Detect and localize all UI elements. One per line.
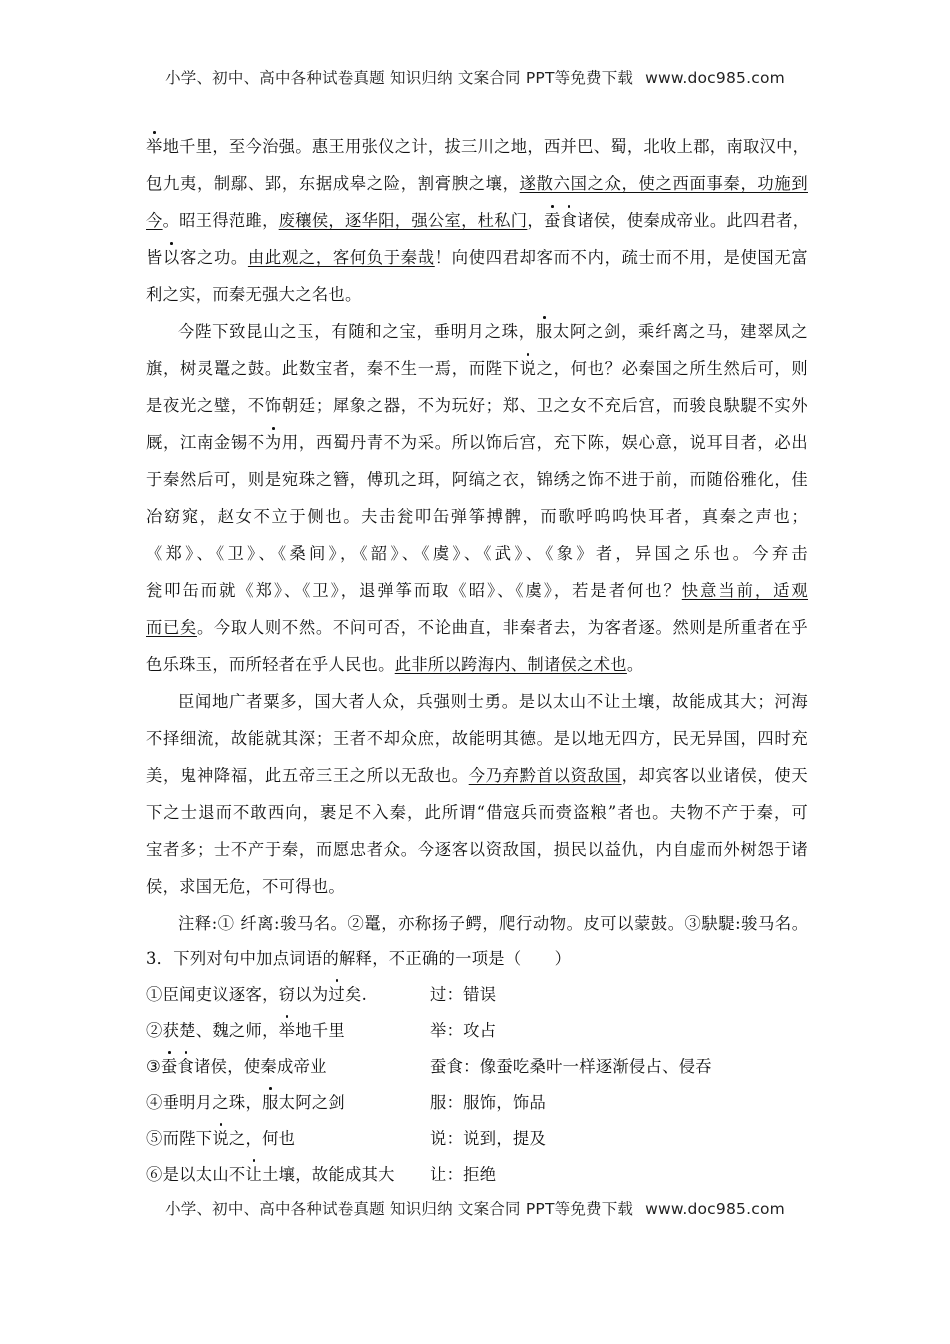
- item-explanation: 说：说到，提及: [430, 1129, 547, 1148]
- dotted-char: 食: [177, 1057, 195, 1076]
- item-explanation: 蚕食：像蚕吃桑叶一样逐渐侵占、侵吞: [430, 1057, 712, 1076]
- text-run: 于秦然后可，则是宛珠之簪，傅玑之珥，阿缟之衣，锦绣之饰不进于前，而随俗雅化，佳: [146, 470, 808, 489]
- question-item-6: [146, 1164, 808, 1186]
- underlined-sentence: 遂散六国之众，使之西面事秦，功施到: [519, 174, 808, 193]
- dotted-char: 食: [560, 211, 578, 230]
- dotted-char: 说: [212, 1129, 229, 1148]
- dotted-char: 服: [262, 1093, 279, 1112]
- page-header: [0, 66, 950, 88]
- underlined-sentence: 今乃弃黔首以资敌国: [468, 766, 622, 785]
- item-explanation: 服：服饰，饰品: [430, 1093, 547, 1112]
- passage-line-1: [146, 136, 808, 158]
- text-run: 冶窈窕，赵女不立于侧也。夫击瓮叩缶弹筝搏髀，而歌呼呜呜快耳者，真秦之声也；: [146, 507, 808, 526]
- passage-line-12: [146, 543, 808, 565]
- passage-line-8: [146, 395, 808, 417]
- underlined-sentence: 快意当前，适观: [681, 581, 809, 600]
- passage-line-13: [146, 580, 808, 602]
- footer-url[interactable]: www.doc985.com: [645, 1200, 785, 1218]
- question-item-4: [146, 1092, 808, 1114]
- text-run: 旗，树灵鼍之鼓。此数宝者，秦不生一焉，而陛下: [146, 359, 520, 378]
- dotted-char: 为: [264, 433, 282, 452]
- dotted-char: 服: [535, 322, 553, 341]
- passage-line-14: [146, 617, 808, 639]
- question-item-3: [146, 1056, 808, 1078]
- underlined-sentence: 废穰侯，逐华阳，强公室，杜私门: [278, 211, 528, 230]
- text-run: 美，鬼神降福，此五帝三王之所以无敌也。: [146, 766, 469, 785]
- text-run: 不择细流，故能就其深；王者不却众庶，故能明其德。是以地无四方，民无异国，四时充: [146, 729, 808, 748]
- dotted-char: 举: [146, 137, 163, 156]
- dotted-char: 举: [278, 1021, 296, 1040]
- text-run: 侯，求国无危，不可得也。: [146, 877, 345, 896]
- passage-line-9: [146, 432, 808, 454]
- text-run: 瓮叩缶而就《郑》、《卫》，退弹筝而取《昭》、《虞》，若是者何也？: [146, 581, 682, 600]
- text-run: ，却宾客以业诸侯，使天: [621, 766, 808, 785]
- text-run: ！向使四君却客而不内，疏士而不用，是使国无富: [434, 248, 808, 267]
- item-text: ②获楚、魏之师，: [146, 1021, 279, 1040]
- passage-line-15: [146, 654, 808, 676]
- page-footer: [0, 1197, 950, 1219]
- question-item-5: [146, 1128, 808, 1150]
- item-text: ①臣闻吏议逐客，窃以为: [146, 985, 329, 1004]
- item-explanation: 让：拒绝: [430, 1165, 497, 1184]
- footer-text: 小学、初中、高中各种试卷真题 知识归纳 文案合同 PPT等免费下载: [165, 1200, 634, 1218]
- text-run: 客之功。: [179, 248, 248, 267]
- text-run: 之，何也？必秦国之所生然后可，则: [536, 359, 808, 378]
- text-run: 皆: [146, 248, 163, 267]
- text-run: 包九夷，制鄢、郢，东据成皋之险，割膏腴之壤，: [146, 174, 520, 193]
- dotted-char: 蚕: [160, 1057, 178, 1076]
- text-run: 地千里，至今治强。惠王用张仪之计，拔三川之地，西并巴、蜀，北收上郡，南取汉中，: [162, 137, 810, 156]
- underlined-sentence: 由此观之，客何负于秦哉: [247, 248, 435, 267]
- text-run: 色乐珠玉，而所轻者在乎人民也。: [146, 655, 395, 674]
- text-run: 下之士退而不敢西向，裹足不入秦，此所谓“借寇兵而赍盗粮”者也。夫物不产于秦，可: [146, 803, 808, 822]
- underlined-sentence: 今: [146, 211, 163, 230]
- passage-line-11: [146, 506, 808, 528]
- item-text: 诸侯，使秦成帝业: [194, 1057, 327, 1076]
- passage-line-4: [146, 247, 808, 269]
- dotted-char: 过: [328, 985, 345, 1004]
- item-text: ⑥是以太山不: [146, 1165, 246, 1184]
- dotted-char: 让: [245, 1165, 263, 1184]
- item-text: ③: [146, 1057, 161, 1076]
- dotted-char: 蚕: [544, 211, 561, 230]
- item-explanation: 过：错误: [430, 985, 497, 1004]
- underlined-sentence: 而已矣: [146, 618, 197, 637]
- text-run: 宝者多；士不产于秦，而愿忠者众。今逐客以资敌国，损民以益仇，内自虚而外树怨于诸: [146, 840, 808, 859]
- item-text: 矣.: [345, 985, 368, 1004]
- text-run: 。昭王得范雎，: [162, 211, 279, 230]
- text-run: ，: [527, 211, 544, 230]
- passage-line-17: [146, 728, 808, 750]
- text-run: 厩，江南金锡不: [146, 433, 265, 452]
- question-stem: 3．下列对句中加点词语的解释，不正确的一项是（ ）: [146, 949, 572, 968]
- item-text: 之，何也: [228, 1129, 296, 1148]
- text-run: 。: [626, 655, 644, 674]
- text-run: 诸侯，使秦成帝业。此四君者，: [577, 211, 810, 230]
- text-run: 《郑》、《卫》、《桑间》，《韶》、《虞》、《武》、《象》者，异国之乐也。今弃击: [146, 544, 808, 563]
- item-text: 地千里: [295, 1021, 345, 1040]
- text-run: 今陛下致昆山之玉，有随和之宝，垂明月之珠，: [178, 322, 536, 341]
- annotation-note: 注释:① 纤离:骏马名。②鼍，亦称扬子鳄，爬行动物。皮可以蒙鼓。③駃騠:骏马名。: [178, 914, 808, 933]
- passage-line-6: [178, 321, 808, 343]
- underlined-sentence: 此非所以跨海内、制诸侯之术也: [394, 655, 627, 674]
- passage-line-2: [146, 173, 808, 195]
- item-text: 土壤，故能成其大: [262, 1165, 395, 1184]
- question-item-1: [146, 984, 808, 1006]
- text-run: 是夜光之璧，不饰朝廷；犀象之器，不为玩好；郑、卫之女不充后宫，而骏良駃騠不实外: [146, 396, 808, 415]
- passage-line-18: [146, 765, 808, 787]
- item-text: ⑤而陛下: [146, 1129, 213, 1148]
- text-run: 利之实，而秦无强大之名也。: [146, 285, 362, 304]
- header-url[interactable]: www.doc985.com: [645, 69, 785, 87]
- passage-line-7: [146, 358, 808, 380]
- text-run: 臣闻地广者粟多，国大者人众，兵强则士勇。是以太山不让土壤，故能成其大；河海: [178, 692, 808, 711]
- passage-line-10: [146, 469, 808, 491]
- text-run: 用，西蜀丹青不为采。所以饰后宫，充下陈，娱心意，说耳目者，必出: [281, 433, 808, 452]
- dotted-char: 以: [162, 248, 180, 267]
- item-text: ④垂明月之珠，: [146, 1093, 263, 1112]
- passage-line-5: [146, 284, 808, 306]
- passage-line-3: [146, 210, 808, 232]
- header-text: 小学、初中、高中各种试卷真题 知识归纳 文案合同 PPT等免费下载: [165, 69, 634, 87]
- question-item-2: [146, 1020, 808, 1042]
- dotted-char: 说: [519, 359, 537, 378]
- item-explanation: 举：攻占: [430, 1021, 497, 1040]
- passage-line-21: [146, 876, 808, 898]
- item-text: 太阿之剑: [278, 1093, 345, 1112]
- text-run: 。今取人则不然。不问可否，不论曲直，非秦者去，为客者逐。然则是所重者在乎: [196, 618, 808, 637]
- passage-line-19: [146, 802, 808, 824]
- text-run: 太阿之剑，乘纤离之马，建翠凤之: [552, 322, 808, 341]
- passage-line-20: [146, 839, 808, 861]
- passage-line-16: [178, 691, 808, 713]
